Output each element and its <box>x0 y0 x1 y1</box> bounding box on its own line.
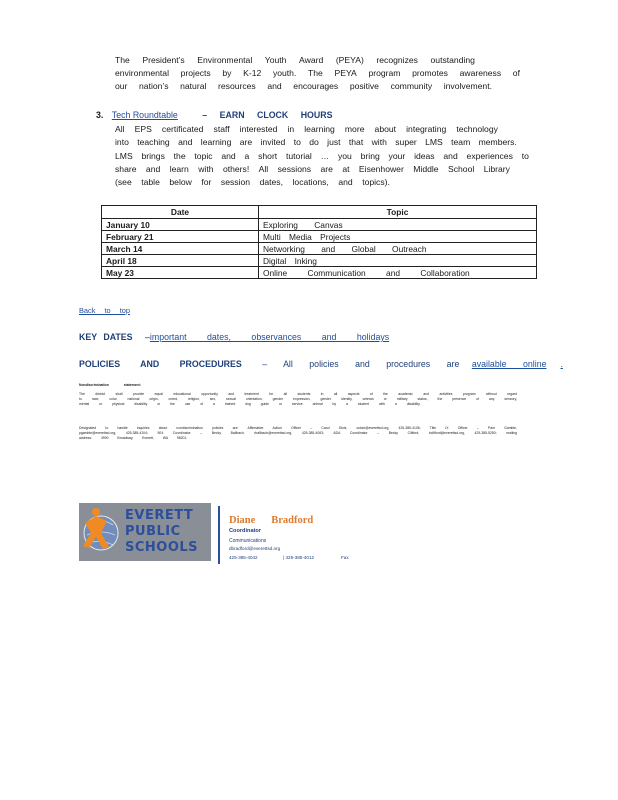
peya-line-2 <box>115 68 520 79</box>
district-logo <box>79 503 211 561</box>
word: encourages <box>293 81 339 91</box>
word: a <box>244 151 250 161</box>
tech-heading-rest: – EARN CLOCK HOURS <box>202 110 333 120</box>
word: super <box>395 137 417 147</box>
table-row <box>102 255 537 267</box>
word: … <box>320 151 330 161</box>
word: (see <box>115 177 132 187</box>
word: community <box>390 81 433 91</box>
tech-heading-number: 3. <box>96 110 104 120</box>
signature-dept: Communications <box>229 538 267 544</box>
session-date: February 21 <box>102 231 259 243</box>
policies-online-link[interactable]: available online <box>471 359 547 369</box>
key-dates-link[interactable]: important dates, observances and holidays <box>149 332 390 342</box>
word: President’s <box>142 55 185 65</box>
word: experiences <box>466 151 513 161</box>
table-header-row <box>102 206 537 219</box>
word: table <box>141 177 160 187</box>
word: projects <box>180 68 211 78</box>
word: are <box>239 137 253 147</box>
word: recognizes <box>376 55 418 65</box>
signature-email[interactable]: dbradford@everettsd.org <box>229 546 281 551</box>
policies-line <box>79 359 563 369</box>
topic-column-header: Topic <box>259 206 537 219</box>
policies-text: – All policies and procedures are <box>262 359 460 369</box>
word: with <box>198 164 214 174</box>
word: you <box>337 151 352 161</box>
word: Eisenhower <box>358 164 404 174</box>
tech-line-5 <box>115 177 390 188</box>
word: with <box>371 137 387 147</box>
word: resources <box>218 81 256 91</box>
word: teaching <box>137 137 170 147</box>
word: outstanding <box>430 55 475 65</box>
signature-title: Coordinator <box>229 528 262 534</box>
session-topic: Exploring Canvas <box>259 219 537 231</box>
word: in <box>287 124 295 134</box>
word: technology <box>456 124 498 134</box>
word: ideas <box>414 151 435 161</box>
sessions-table <box>101 205 537 279</box>
word: short <box>258 151 278 161</box>
word: All <box>115 124 125 134</box>
word: promotes <box>412 68 448 78</box>
word: LMS <box>425 137 443 147</box>
policies-label: POLICIES AND PROCEDURES <box>79 359 242 369</box>
word: team <box>451 137 471 147</box>
word: locations, <box>292 177 329 187</box>
word: (PEYA) <box>335 55 364 65</box>
tech-roundtable-link[interactable]: Tech Roundtable <box>111 110 178 120</box>
word: environmental <box>115 68 169 78</box>
session-date: May 23 <box>102 267 259 279</box>
logo-word-2: PUBLIC <box>125 524 181 539</box>
word: share <box>115 164 137 174</box>
signature-fax-label: Fax <box>341 555 349 560</box>
nondiscrimination-title: Nondiscrimination statement: <box>79 383 141 387</box>
table-row <box>102 267 537 279</box>
tech-line-1 <box>115 124 498 135</box>
tech-line-4 <box>115 164 510 175</box>
word: School <box>448 164 475 174</box>
word: certificated <box>161 124 204 134</box>
word: dates, <box>259 177 283 187</box>
word: at <box>342 164 350 174</box>
word: and <box>338 177 353 187</box>
word: involvement. <box>443 81 492 91</box>
key-dates-dash: – <box>145 332 150 342</box>
session-topic: Digital Inking <box>259 255 537 267</box>
word: positive <box>349 81 379 91</box>
word: to <box>293 137 301 147</box>
word: sessions <box>277 164 312 174</box>
session-topic: Online Communication and Collaboration <box>259 267 537 279</box>
word: The <box>308 68 323 78</box>
word: are <box>320 164 333 174</box>
word: nation’s <box>139 81 169 91</box>
key-dates-label: KEY DATES <box>79 332 133 342</box>
word: and <box>145 164 161 174</box>
tech-heading <box>96 110 332 120</box>
session-date: January 10 <box>102 219 259 231</box>
word: awareness <box>459 68 502 78</box>
word: K-12 <box>243 68 262 78</box>
tech-line-3 <box>115 151 529 162</box>
word: The <box>115 55 130 65</box>
word: invited <box>260 137 286 147</box>
word: and <box>443 151 458 161</box>
word: for <box>201 177 212 187</box>
signature-phone: 425-385-4042 <box>229 555 258 560</box>
word: youth. <box>272 68 297 78</box>
signature-name <box>229 515 313 526</box>
table-row <box>102 219 537 231</box>
word: Library <box>483 164 510 174</box>
word: just <box>327 137 341 147</box>
session-topic: Multi Media Projects <box>259 231 537 243</box>
logo-word-1: EVERETT <box>125 508 194 523</box>
word: below <box>169 177 192 187</box>
nondiscrimination-contacts: Designated to handle inquiries about nondiscrimination policies are: Affirmative Action Officer – Carol Stolz, cstolz@everettsd.org, 425-385-4106; Title IX Officer – Pam Gamble, pgamble@everettsd.org, 425-385-4104; 504 Coordinator – Becky Ballbach, rballbach@everettsd.org, 425-385-4063; ADA Coordinator – Becky Clifford, bclifford@everettsd.org, 425-385-5250; mailing address: 3900 Broadway, Everett, WA 98201. <box>79 426 517 440</box>
session-topic: Networking and Global Outreach <box>259 243 537 255</box>
signature-first-name: Diane <box>229 515 256 526</box>
word: the <box>173 151 186 161</box>
date-column-header: Date <box>102 206 259 219</box>
word: program <box>368 68 401 78</box>
word: PEYA <box>334 68 357 78</box>
word: topics). <box>362 177 390 187</box>
word: and <box>267 81 282 91</box>
word: Middle <box>413 164 439 174</box>
session-date: March 14 <box>102 243 259 255</box>
word: about <box>374 124 397 134</box>
peya-line-3 <box>115 81 492 92</box>
word: tutorial <box>286 151 312 161</box>
word: learning <box>304 124 335 134</box>
policies-period: . <box>560 359 563 369</box>
word: and <box>221 151 236 161</box>
session-date: April 18 <box>102 255 259 267</box>
word: brings <box>141 151 165 161</box>
word: integrating <box>406 124 447 134</box>
word: learn <box>169 164 189 174</box>
key-dates-line <box>79 332 403 342</box>
peya-line-1 <box>115 55 475 66</box>
word: to <box>521 151 529 161</box>
word: more <box>344 124 365 134</box>
word: staff <box>213 124 230 134</box>
logo-word-3: SCHOOLS <box>125 540 199 555</box>
signature-last-name: Bradford <box>271 515 314 526</box>
word: Youth <box>264 55 287 65</box>
word: and <box>178 137 193 147</box>
word: interested <box>239 124 278 134</box>
table-row <box>102 243 537 255</box>
signature-divider <box>218 506 220 564</box>
word: LMS <box>115 151 133 161</box>
tech-line-2 <box>115 137 517 148</box>
word: our <box>115 81 128 91</box>
word: of <box>512 68 520 78</box>
word: that <box>348 137 364 147</box>
word: by <box>222 68 232 78</box>
signature-fax-number: | 425-385-4012 <box>283 555 315 560</box>
word: others! <box>222 164 250 174</box>
word: EPS <box>134 124 152 134</box>
word: All <box>258 164 269 174</box>
word: Environmental <box>197 55 253 65</box>
word: into <box>115 137 129 147</box>
word: your <box>388 151 406 161</box>
word: members. <box>478 137 517 147</box>
word: session <box>220 177 251 187</box>
word: natural <box>180 81 207 91</box>
nondiscrimination-text: The district shall provide equal educational opportunity and treatment for all students in all aspects of the academic and activities program without regard to race, color, national origin, creed, religion, sex, sexual orientation, gender expression, gender identity, veteran or military status, the presence of any sensory, mental or physical disability or the use of a trained dog guide or service animal by a student with a disability. <box>79 392 517 406</box>
word: Award <box>299 55 324 65</box>
back-to-top-link[interactable]: Back to top <box>79 306 130 315</box>
word: topic <box>194 151 213 161</box>
word: do <box>309 137 319 147</box>
word: learning <box>200 137 232 147</box>
word: bring <box>360 151 380 161</box>
table-row <box>102 231 537 243</box>
